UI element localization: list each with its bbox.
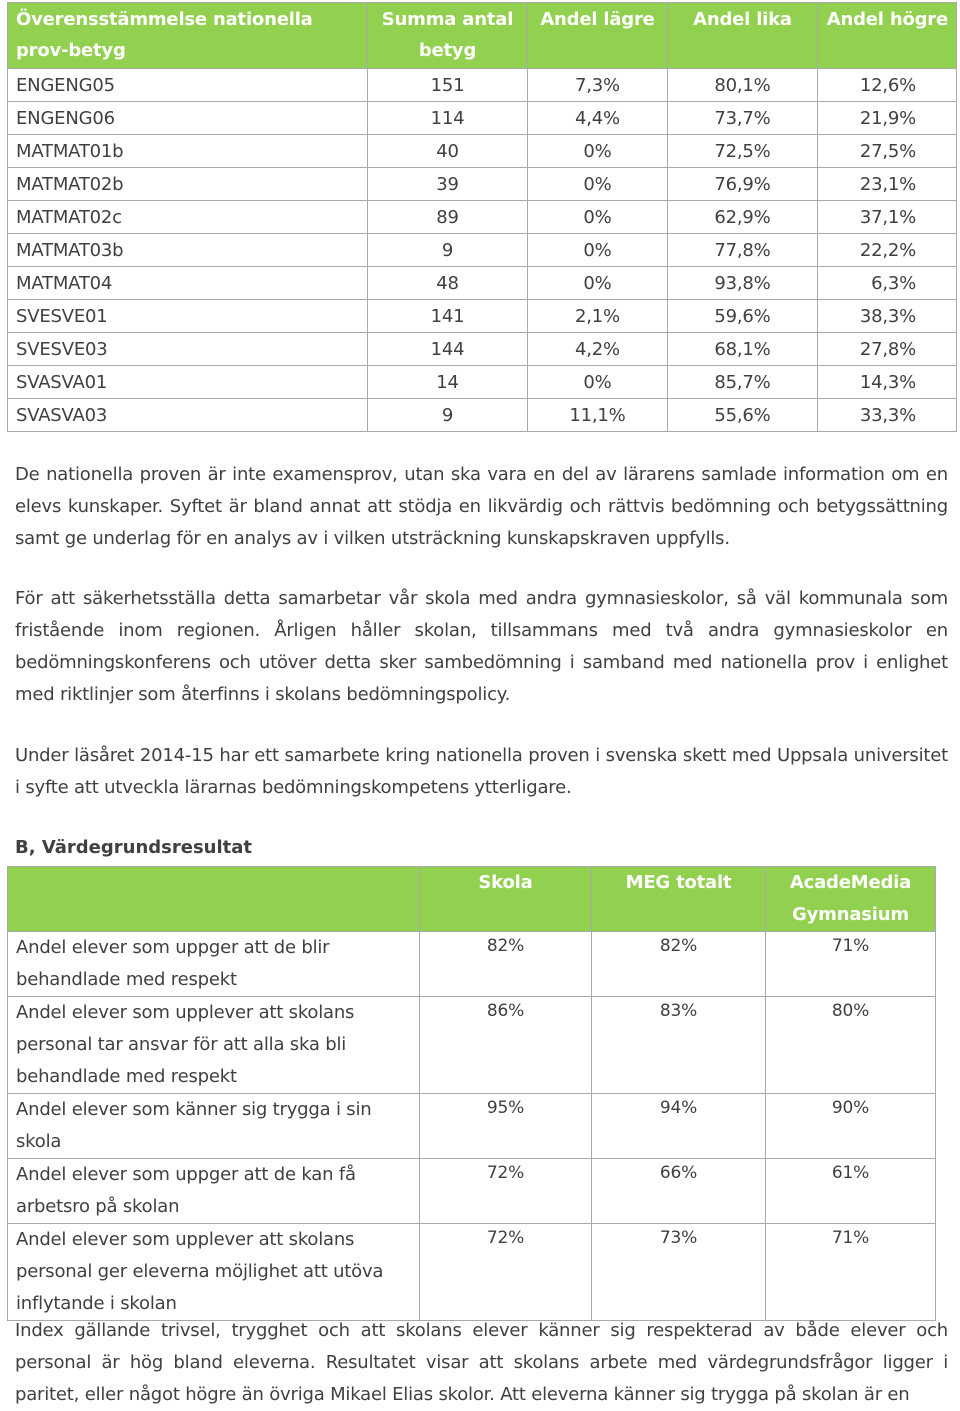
course-cell: SVASVA03 bbox=[8, 399, 368, 432]
share-equal-cell: 68,1% bbox=[668, 333, 818, 366]
column-header-share-equal: Andel lika bbox=[668, 3, 818, 69]
table-row bbox=[8, 267, 957, 300]
table-row bbox=[8, 135, 957, 168]
academedia-value-cell: 71% bbox=[766, 932, 936, 997]
table-row bbox=[8, 300, 957, 333]
course-cell: ENGENG05 bbox=[8, 69, 368, 102]
national-test-grade-table bbox=[7, 2, 957, 432]
table-row bbox=[8, 399, 957, 432]
table-row bbox=[8, 234, 957, 267]
share-equal-cell: 77,8% bbox=[668, 234, 818, 267]
question-cell: Andel elever som känner sig trygga i sin skola bbox=[8, 1094, 420, 1159]
total-grades-cell: 39 bbox=[368, 168, 528, 201]
total-grades-cell: 114 bbox=[368, 102, 528, 135]
share-higher-cell: 22,2% bbox=[818, 234, 957, 267]
share-lower-cell: 0% bbox=[528, 168, 668, 201]
table-row bbox=[8, 69, 957, 102]
course-cell: MATMAT01b bbox=[8, 135, 368, 168]
meg-total-value-cell: 82% bbox=[592, 932, 766, 997]
share-lower-cell: 0% bbox=[528, 135, 668, 168]
paragraph-closing: Index gällande trivsel, trygghet och att skolans elever känner sig respekterad av både elever och personal är hög bland eleverna. Resultatet visar att skolans arbete med värdegrundsfrågor ligger i paritet, eller något högre än övriga Mikael Elias skolor. Att eleverna känner sig trygga på skolan är en bbox=[15, 1320, 948, 1405]
total-grades-cell: 14 bbox=[368, 366, 528, 399]
school-value-cell: 86% bbox=[420, 997, 592, 1094]
course-cell: SVESVE01 bbox=[8, 300, 368, 333]
table-row bbox=[8, 1094, 936, 1159]
share-lower-cell: 0% bbox=[528, 234, 668, 267]
column-header-share-higher: Andel högre bbox=[818, 3, 957, 69]
share-equal-cell: 73,7% bbox=[668, 102, 818, 135]
academedia-value-cell: 71% bbox=[766, 1224, 936, 1321]
paragraph-national-tests: De nationella proven är inte examensprov, utan ska vara en del av lärarens samlade information om en elevs kunskaper. Syftet är bland annat att stödja en likvärdig och rättvis bedömning och betygssättning samt ge underlag för en analys av i vilken utsträckning kunskapskraven uppfylls. bbox=[15, 464, 948, 549]
share-equal-cell: 55,6% bbox=[668, 399, 818, 432]
share-equal-cell: 80,1% bbox=[668, 69, 818, 102]
column-header-total-grades: Summa antal betyg bbox=[368, 3, 528, 69]
school-value-cell: 72% bbox=[420, 1224, 592, 1321]
share-lower-cell: 4,2% bbox=[528, 333, 668, 366]
total-grades-cell: 89 bbox=[368, 201, 528, 234]
course-cell: MATMAT02c bbox=[8, 201, 368, 234]
values-results-table bbox=[7, 866, 936, 1321]
grade-table-header-row bbox=[8, 3, 957, 69]
table-row bbox=[8, 1224, 936, 1321]
share-higher-cell: 27,5% bbox=[818, 135, 957, 168]
share-equal-cell: 85,7% bbox=[668, 366, 818, 399]
share-equal-cell: 62,9% bbox=[668, 201, 818, 234]
question-cell: Andel elever som upplever att skolans personal ger eleverna möjlighet att utöva inflytande i skolan bbox=[8, 1224, 420, 1321]
share-higher-cell: 27,8% bbox=[818, 333, 957, 366]
share-higher-cell: 33,3% bbox=[818, 399, 957, 432]
academedia-value-cell: 80% bbox=[766, 997, 936, 1094]
values-header-blank bbox=[8, 867, 420, 932]
share-higher-cell: 21,9% bbox=[818, 102, 957, 135]
meg-total-value-cell: 73% bbox=[592, 1224, 766, 1321]
share-equal-cell: 72,5% bbox=[668, 135, 818, 168]
share-higher-cell: 14,3% bbox=[818, 366, 957, 399]
course-cell: MATMAT02b bbox=[8, 168, 368, 201]
school-value-cell: 95% bbox=[420, 1094, 592, 1159]
share-higher-cell: 6,3% bbox=[818, 267, 957, 300]
table-row bbox=[8, 932, 936, 997]
share-lower-cell: 7,3% bbox=[528, 69, 668, 102]
share-equal-cell: 76,9% bbox=[668, 168, 818, 201]
course-cell: ENGENG06 bbox=[8, 102, 368, 135]
total-grades-cell: 40 bbox=[368, 135, 528, 168]
school-value-cell: 82% bbox=[420, 932, 592, 997]
table-row bbox=[8, 102, 957, 135]
share-lower-cell: 0% bbox=[528, 201, 668, 234]
share-higher-cell: 12,6% bbox=[818, 69, 957, 102]
academedia-value-cell: 61% bbox=[766, 1159, 936, 1224]
share-lower-cell: 11,1% bbox=[528, 399, 668, 432]
column-header-share-lower: Andel lägre bbox=[528, 3, 668, 69]
meg-total-value-cell: 94% bbox=[592, 1094, 766, 1159]
column-header-course: Överensstämmelse nationella prov-betyg bbox=[8, 3, 368, 69]
course-cell: MATMAT03b bbox=[8, 234, 368, 267]
total-grades-cell: 9 bbox=[368, 234, 528, 267]
share-higher-cell: 37,1% bbox=[818, 201, 957, 234]
question-cell: Andel elever som uppger att de blir behandlade med respekt bbox=[8, 932, 420, 997]
share-higher-cell: 23,1% bbox=[818, 168, 957, 201]
total-grades-cell: 151 bbox=[368, 69, 528, 102]
course-cell: SVASVA01 bbox=[8, 366, 368, 399]
values-header-academedia: AcadeMedia Gymnasium bbox=[766, 867, 936, 932]
meg-total-value-cell: 66% bbox=[592, 1159, 766, 1224]
academedia-value-cell: 90% bbox=[766, 1094, 936, 1159]
share-lower-cell: 4,4% bbox=[528, 102, 668, 135]
question-cell: Andel elever som uppger att de kan få arbetsro på skolan bbox=[8, 1159, 420, 1224]
table-row bbox=[8, 366, 957, 399]
table-row bbox=[8, 168, 957, 201]
share-lower-cell: 2,1% bbox=[528, 300, 668, 333]
course-cell: MATMAT04 bbox=[8, 267, 368, 300]
values-header-school: Skola bbox=[420, 867, 592, 932]
school-value-cell: 72% bbox=[420, 1159, 592, 1224]
total-grades-cell: 141 bbox=[368, 300, 528, 333]
paragraph-collaboration: För att säkerhetsställa detta samarbetar vår skola med andra gymnasieskolor, så väl kommunala som fristående inom regionen. Årligen håller skolan, tillsammans med två andra gymnasieskolor en bedömningskonferens och utöver detta sker sambedömning i samband med nationella prov i enlighet med riktlinjer som återfinns i skolans bedömningspolicy. bbox=[15, 588, 948, 705]
paragraph-uppsala: Under läsåret 2014-15 har ett samarbete kring nationella proven i svenska skett med Uppsala universitet i syfte att utveckla lärarnas bedömningskompetens ytterligare. bbox=[15, 745, 948, 798]
total-grades-cell: 9 bbox=[368, 399, 528, 432]
table-row bbox=[8, 333, 957, 366]
meg-total-value-cell: 83% bbox=[592, 997, 766, 1094]
share-lower-cell: 0% bbox=[528, 366, 668, 399]
share-equal-cell: 59,6% bbox=[668, 300, 818, 333]
table-row bbox=[8, 1159, 936, 1224]
question-cell: Andel elever som upplever att skolans personal tar ansvar för att alla ska bli behandlade med respekt bbox=[8, 997, 420, 1094]
share-higher-cell: 38,3% bbox=[818, 300, 957, 333]
values-table-header-row bbox=[8, 867, 936, 932]
section-heading-values: B, Värdegrundsresultat bbox=[15, 837, 253, 858]
course-cell: SVESVE03 bbox=[8, 333, 368, 366]
share-lower-cell: 0% bbox=[528, 267, 668, 300]
total-grades-cell: 48 bbox=[368, 267, 528, 300]
table-row bbox=[8, 997, 936, 1094]
share-equal-cell: 93,8% bbox=[668, 267, 818, 300]
total-grades-cell: 144 bbox=[368, 333, 528, 366]
values-header-meg-total: MEG totalt bbox=[592, 867, 766, 932]
table-row bbox=[8, 201, 957, 234]
